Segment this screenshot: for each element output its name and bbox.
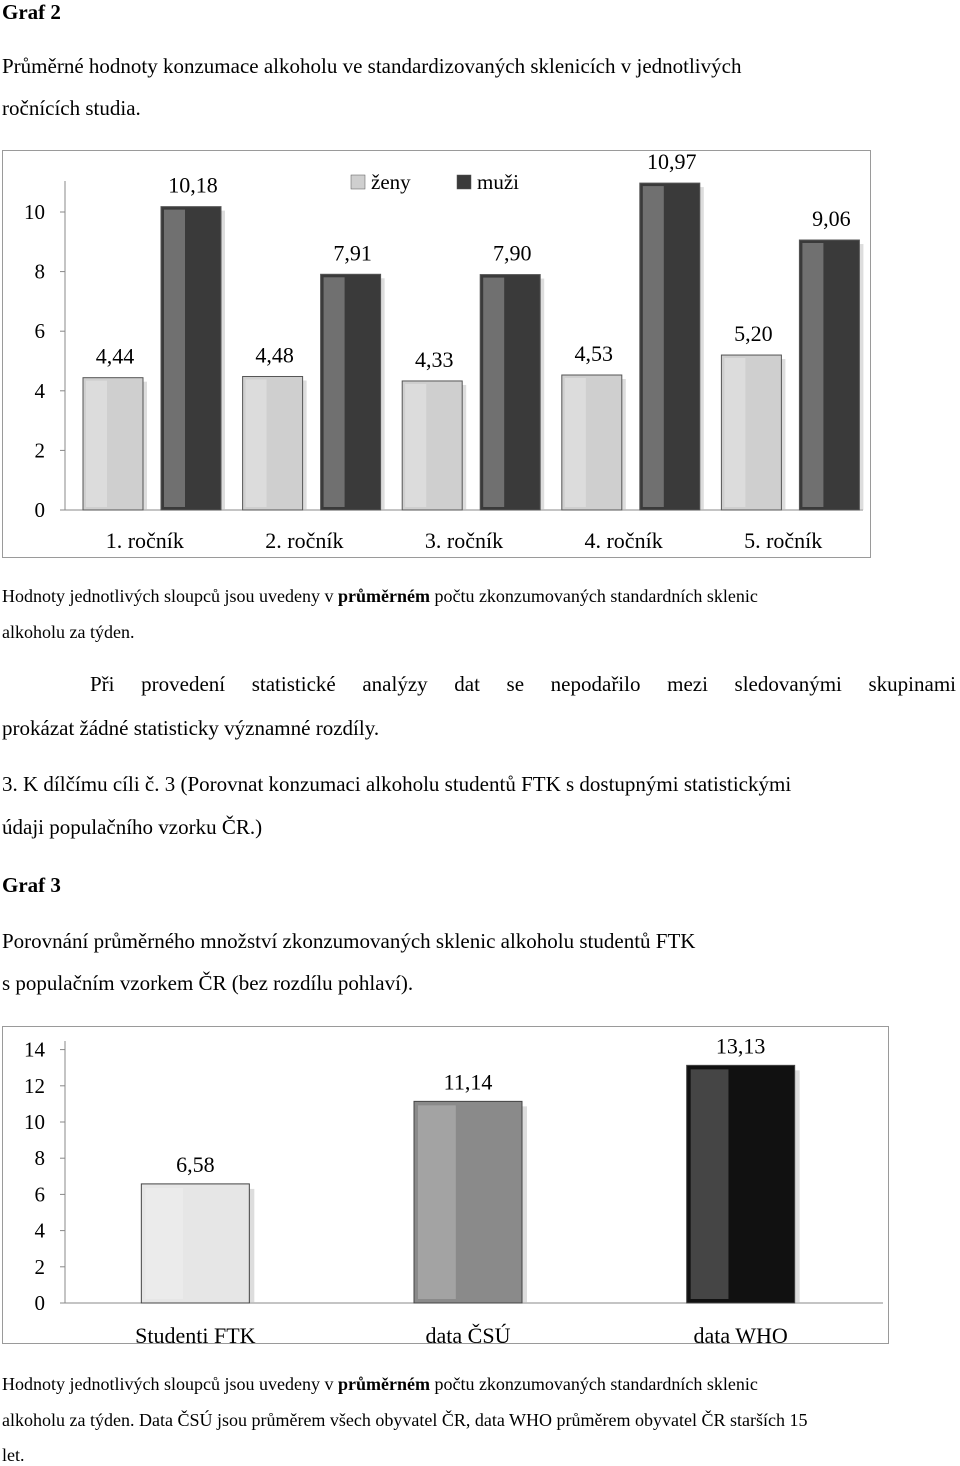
graf3-note-line1 (2, 1374, 758, 1395)
bar-highlight (145, 1188, 183, 1299)
data-label: 10,97 (647, 151, 697, 175)
graf3-caption-line2: s populačním vzorkem ČR (bez rozdílu pohlaví). (2, 971, 414, 995)
x-tick-label: Studenti FTK (135, 1323, 256, 1343)
data-label: 11,14 (443, 1069, 493, 1095)
y-tick-label: 10 (24, 200, 45, 224)
bar-highlight (565, 378, 586, 507)
y-tick-label: 2 (34, 1254, 45, 1279)
graf2-note-line2: alkoholu za týden. (2, 622, 135, 642)
bar-highlight (802, 243, 823, 507)
note1-part-a: Hodnoty jednotlivých sloupců jsou uvedeny v (2, 586, 338, 606)
y-tick-label: 10 (24, 1110, 45, 1134)
legend-label-muži: muži (477, 170, 519, 194)
data-label: 4,33 (414, 346, 454, 372)
y-tick-label: 2 (34, 438, 45, 463)
goal3-line1: 3. K dílčímu cíli č. 3 (Porovnat konzumaci alkoholu studentů FTK s dostupnými statistickými (2, 772, 792, 796)
x-tick-label: data ČSÚ (425, 1323, 511, 1343)
bar-highlight (483, 278, 504, 507)
data-label: 7,91 (333, 240, 372, 266)
chart-graf2-svg (3, 151, 870, 557)
graf3-note-line2: alkoholu za týden. Data ČSÚ jsou průměrem všech obyvatel ČR, data WHO průměrem obyvatel ČR starších 15 (2, 1410, 808, 1430)
graf2-caption-line2: ročnících studia. (2, 96, 141, 120)
bar-highlight (643, 186, 664, 507)
x-tick-label: 3. ročník (424, 528, 504, 553)
legend-swatch-muži (457, 175, 471, 189)
graf3-note-line3: let. (2, 1445, 25, 1465)
y-tick-label: 4 (34, 378, 45, 403)
data-label: 5,20 (734, 321, 773, 347)
bar-highlight (246, 379, 267, 507)
y-tick-label: 14 (24, 1037, 45, 1062)
legend-swatch-ženy (351, 175, 365, 189)
goal3-line2: údaji populačního vzorku ČR.) (2, 815, 263, 839)
bar-highlight (86, 381, 107, 507)
data-label: 6,58 (176, 1151, 215, 1177)
data-label: 4,48 (255, 342, 294, 368)
y-tick-label: 6 (34, 1182, 45, 1207)
bar-highlight (324, 277, 345, 507)
note2-part-a: Hodnoty jednotlivých sloupců jsou uvedeny v (2, 1374, 338, 1394)
x-tick-label: 5. ročník (744, 528, 823, 553)
graf2-note-line1 (2, 586, 758, 607)
y-tick-label: 12 (24, 1073, 45, 1098)
chart-graf3 (2, 1026, 889, 1344)
x-tick-label: 4. ročník (584, 528, 663, 553)
y-tick-label: 8 (34, 1146, 45, 1171)
note1-bold: průměrném (337, 586, 430, 606)
data-label: 7,90 (492, 240, 532, 266)
data-label: 4,44 (95, 343, 135, 369)
bar-highlight (724, 358, 745, 507)
data-label: 9,06 (812, 206, 851, 232)
analysis-paragraph-line2: prokázat žádné statisticky významné rozdíly. (2, 716, 380, 740)
data-label: 13,13 (715, 1033, 766, 1059)
y-tick-label: 8 (34, 259, 45, 284)
note2-bold: průměrném (337, 1374, 430, 1394)
graf3-heading: Graf 3 (2, 873, 61, 897)
chart-graf3-svg (3, 1027, 888, 1343)
bar-highlight (164, 210, 185, 507)
data-label: 10,18 (168, 172, 218, 198)
bar-highlight (418, 1105, 456, 1299)
graf3-caption-line1: Porovnání průměrného množství zkonzumovaných sklenic alkoholu studentů FTK (2, 929, 696, 953)
legend-label-ženy: ženy (371, 170, 411, 194)
x-tick-label: data WHO (693, 1323, 788, 1343)
bar-highlight (405, 384, 426, 507)
x-tick-label: 1. ročník (105, 528, 184, 553)
x-tick-label: 2. ročník (265, 528, 344, 553)
chart-graf2 (2, 150, 871, 558)
analysis-paragraph-line1: Při provedení statistické analýzy dat se nepodařilo mezi sledovanými skupinami (90, 672, 956, 696)
data-label: 4,53 (574, 341, 614, 367)
y-tick-label: 6 (34, 319, 45, 344)
graf2-caption-line1: Průměrné hodnoty konzumace alkoholu ve standardizovaných sklenicích v jednotlivých (2, 54, 742, 78)
note1-part-c: počtu zkonzumovaných standardních sklenic (429, 586, 758, 606)
bar-highlight (691, 1069, 729, 1299)
note2-part-c: počtu zkonzumovaných standardních sklenic (429, 1374, 758, 1394)
y-tick-label: 0 (34, 1291, 45, 1315)
y-tick-label: 4 (34, 1218, 45, 1243)
graf2-heading: Graf 2 (2, 0, 61, 24)
y-tick-label: 0 (34, 498, 45, 522)
